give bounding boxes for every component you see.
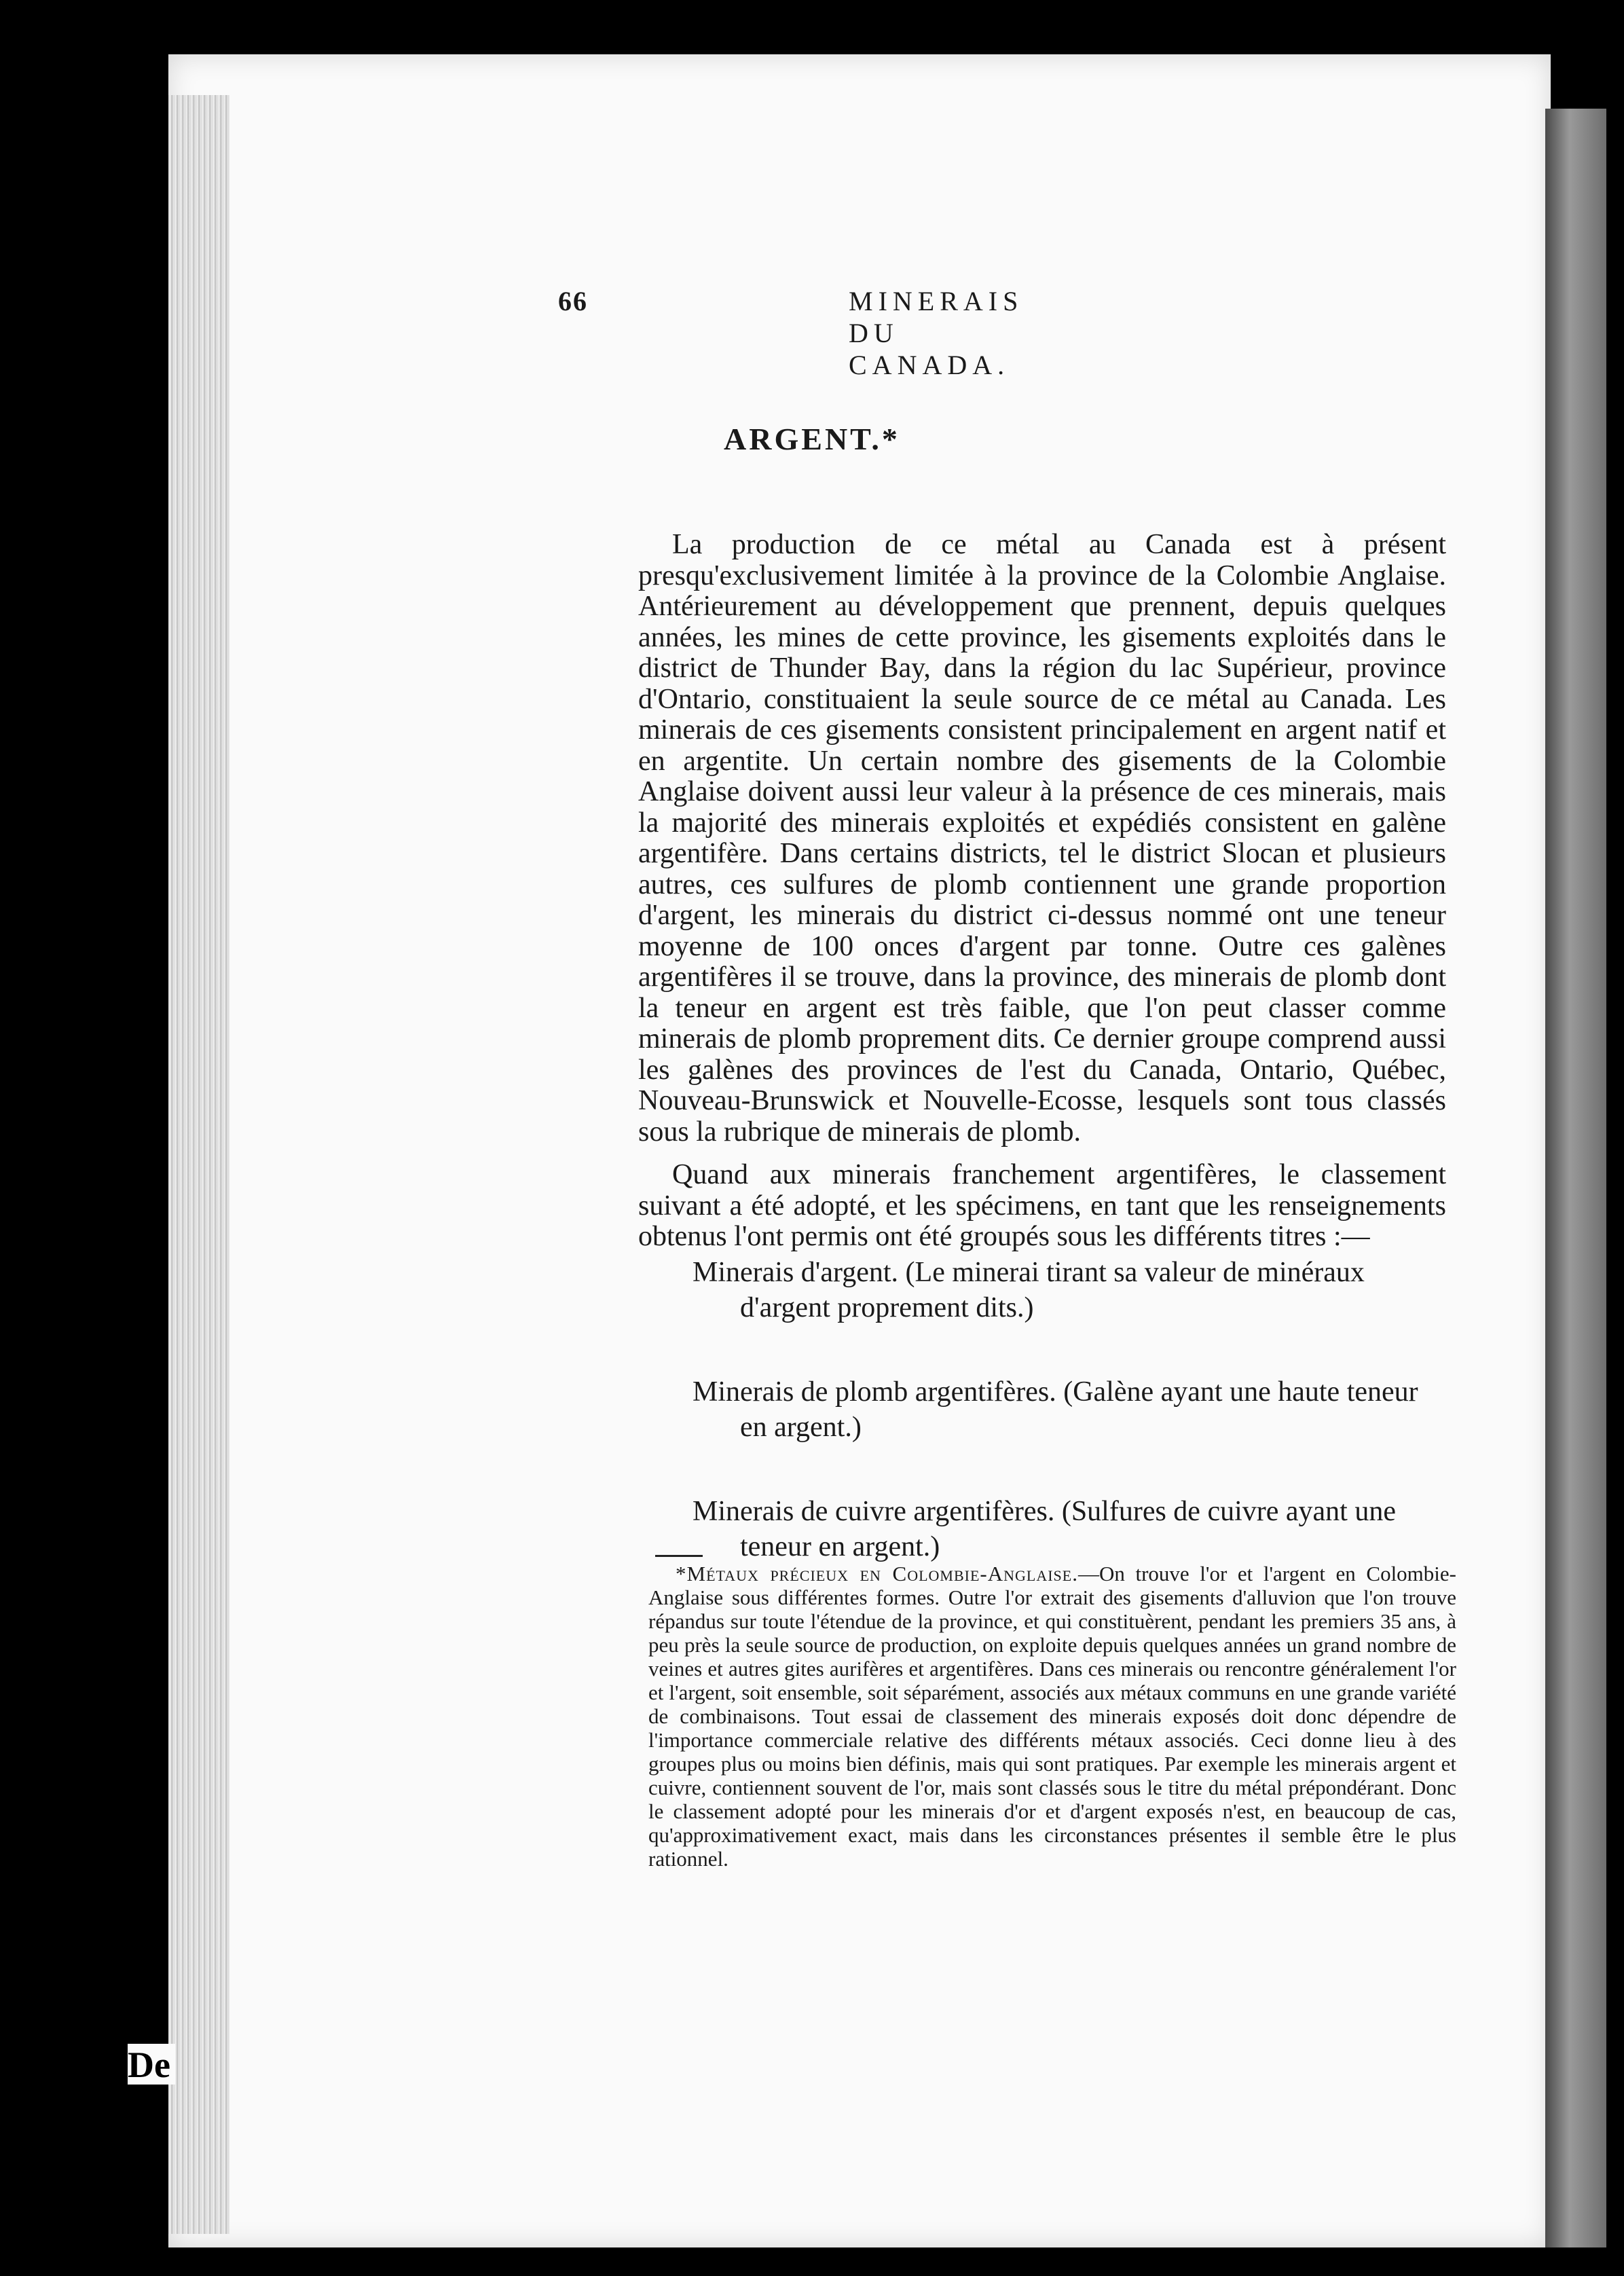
footnote-heading: *Métaux précieux en Colombie-Anglaise.	[676, 1562, 1078, 1585]
list-term: Minerais de cuivre argentifères.	[693, 1496, 1055, 1527]
body-text	[638, 530, 1446, 1265]
margin-fragment	[128, 2044, 175, 2085]
footnote-text: —On trouve l'or et l'argent en Colombie-Anglaise sous différentes formes. Outre l'or extrait des gisements d'alluvion que l'on trouve répandus sur toute l'étendue de la province, et qui constituèrent, pendant les premiers 35 ans, à peu près la seule source de production, on exploite depuis quelques années un grand nombre de veines et autres gites aurifères et argentifères. Dans ces minerais ou rencontre généralement l'or et l'argent, soit ensemble, soit séparément, associés aux métaux communs en une grande variété de combinaisons. Tout essai de classement des minerais exposés doit donc dépendre de l'importance commerciale relative des différents métaux associés. Ceci donne lieu à des groupes plus ou moins bien définis, mais qui sont pratiques. Par exemple les minerais argent et cuivre, contiennent souvent de l'or, mais sont classés sous le titre du métal prépondérant. Donc le classement adopté pour les minerais d'or et d'argent exposés n'est, en beaucoup de cas, qu'approximativement exact, mais dans les circonstances présentes il semble être le plus rationnel.	[648, 1562, 1456, 1871]
page-stack-edge	[168, 95, 229, 2234]
paragraph: La production de ce métal au Canada est à présent presqu'exclusivement limitée à la province de la Colombie Anglaise. Antérieurement au développement que prennent, depuis quelques années, les mines de cette province, les gisements exploités dans le district de Thunder Bay, dans la région du lac Supérieur, province d'Ontario, constituaient la seule source de ce métal au Canada. Les minerais de ces gisements consistent principalement en argent natif et en argentite. Un certain nombre des gisements de la Colombie Anglaise doivent aussi leur valeur à la présence de ces minerais, mais la majorité des minerais exploités et expédiés consistent en galène argentifère. Dans certains districts, tel le district Slocan et plusieurs autres, ces sulfures de plomb contiennent une grande proportion d'argent, les minerais du district ci-dessus nommé ont une teneur moyenne de 100 onces d'argent par tonne. Outre ces galènes argentifères il se trouve, dans la province, des minerais de plomb dont la teneur en argent est très faible, que l'on peut classer comme minerais de plomb proprement dits. Ce dernier groupe comprend aussi les galènes des provinces de l'est du Canada, Ontario, Québec, Nouveau-Brunswick et Nouvelle-Ecosse, lesquels sont tous classés sous la rubrique de minerais de plomb.	[638, 529, 1446, 1148]
list-term: Minerais d'argent.	[693, 1257, 899, 1288]
list-item	[693, 1374, 1446, 1445]
list-desc: (Galène ayant une haute teneur en argent.)	[740, 1376, 1418, 1443]
section-title: ARGENT.*	[724, 422, 900, 456]
running-head: MINERAIS DU CANADA.	[849, 286, 1024, 380]
list-item	[693, 1494, 1446, 1564]
margin-dot	[148, 1969, 162, 1984]
classification-list	[693, 1255, 1446, 1613]
page-number: 66	[558, 286, 588, 316]
margin-fragment-text: De	[128, 2044, 170, 2085]
list-desc: (Le minerai tirant sa valeur de minéraux d'argent proprement dits.)	[740, 1257, 1365, 1323]
footnote-rule	[655, 1555, 703, 1557]
paragraph: Quand aux minerais franchement argentifères, le classement suivant a été adopté, et les spécimens, en tant que les renseignements obtenus l'ont permis ont été groupés sous les différents titres :—	[638, 1159, 1446, 1252]
footnote	[648, 1562, 1456, 1871]
list-item	[693, 1255, 1446, 1325]
list-term: Minerais de plomb argentifères.	[693, 1376, 1056, 1408]
list-desc: (Sulfures de cuivre ayant une teneur en argent.)	[740, 1496, 1396, 1562]
